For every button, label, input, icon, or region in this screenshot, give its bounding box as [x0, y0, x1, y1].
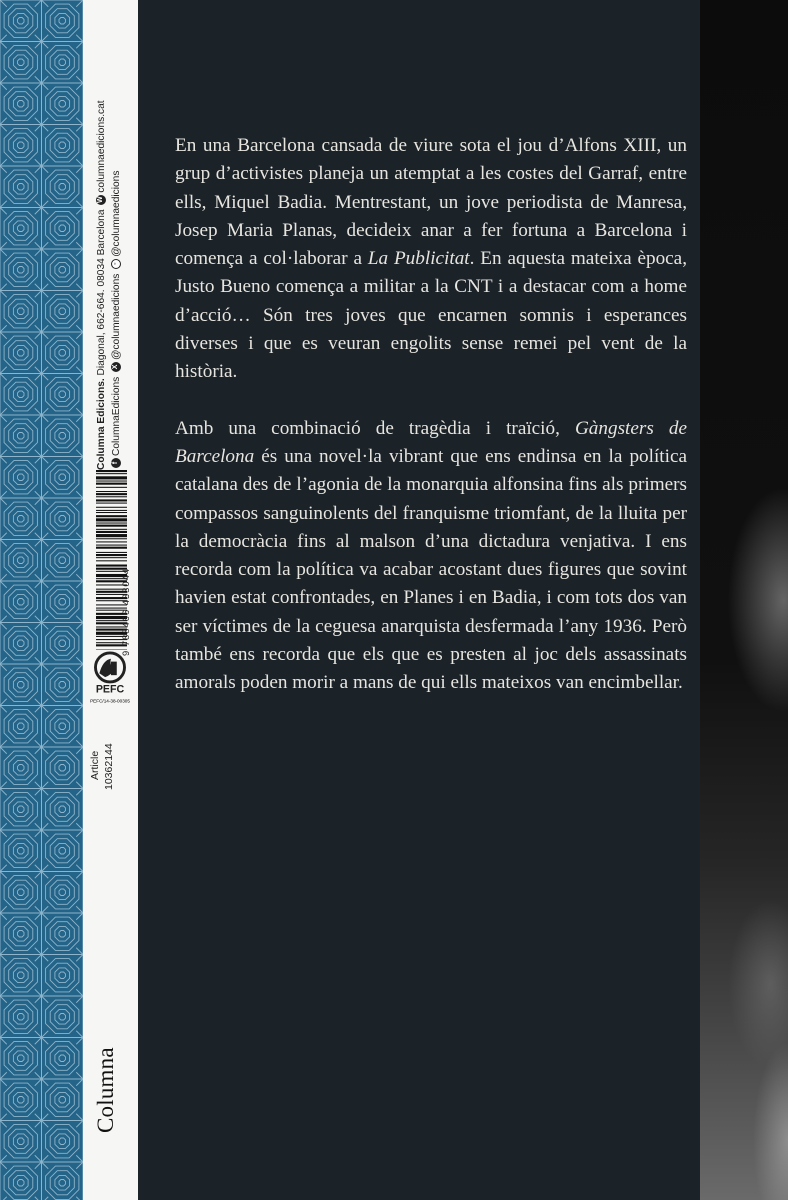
barcode-bar — [96, 538, 127, 539]
blurb-paragraph-1: En una Barcelona cansada de viure sota el jou d’Alfons XIII, un grup d’activistes planeja un atemptat a les costes del Garraf, entre ells, Miquel Badia. Mentrestant, un jove periodista de Manresa, Josep Maria Planas, decideix anar a fer fortuna a Barcelona i comença a col·laborar a La Publicitat. En aquesta mateixa època, Justo Bueno comença a militar a la CNT i a destacar com a home d’acció… Són tres joves que encarnen somnis i esperances diverses i que es veuran engolits sense remei pel vent de la història. — [175, 135, 688, 383]
barcode-bar — [96, 525, 127, 527]
x-icon: X — [111, 362, 121, 372]
barcode-bar — [96, 534, 127, 537]
barcode-bar — [96, 557, 127, 558]
blurb-paragraph-2: Amb una combinació de tragèdia i traïció, Gàngsters de Barcelona és una novel·la vibrant que ens endinsa en la política catalana des de l’agonia de la monarquia alfonsina fins als primers compassos sanguinolents del franquisme triomfant, de la lluita per la democràcia fins al malson d’una dictadura venjativa. I ens recorda com la política va acabar acostant dues figures que sovint havien estat confrontades, en Planes i en Badia, i com tots dos van ser víctimes de la ceguesa anarquista desfermada l’any 1936. Però també ens recorda que els que es presten al joc dels assassinats amorals poden morir a mans de qui ells mateixos van encimbellar. — [175, 417, 687, 694]
publisher-address: Diagonal, 662-664. 08034 Barcelona — [96, 206, 107, 379]
barcode-bar — [96, 493, 127, 495]
facebook-icon: f — [111, 458, 121, 468]
barcode-bar — [96, 491, 127, 492]
pefc-label: PEFC — [95, 683, 125, 696]
publisher-line-1 — [96, 100, 107, 470]
x-handle: @columnaedicions — [111, 273, 122, 360]
barcode-bar — [96, 507, 127, 508]
barcode-bar — [96, 515, 127, 517]
barcode-bar — [96, 560, 127, 561]
barcode-bar — [96, 496, 127, 497]
instagram-handle: @columnaedicions — [111, 170, 122, 257]
barcode-bar — [96, 545, 127, 546]
article-label: Article — [89, 750, 101, 780]
barcode-bar — [96, 541, 127, 542]
barcode-bar — [96, 503, 127, 504]
newspaper-title: La Publicitat — [367, 248, 470, 270]
barcode-bar — [96, 523, 127, 524]
barcode-bar — [96, 470, 127, 472]
barcode-bar — [96, 510, 127, 511]
instagram-icon: ◦ — [111, 259, 121, 269]
publisher-brand: Columna — [93, 1047, 118, 1133]
barcode-bar — [96, 547, 127, 549]
facebook-handle: ColumnaEdicions — [111, 376, 122, 456]
spine-strip — [83, 0, 138, 1200]
blurb-text — [175, 132, 687, 698]
barcode-bar — [96, 487, 127, 488]
publisher-line-2 — [111, 171, 122, 470]
isbn-digits: 9 788466 433044 — [120, 568, 131, 656]
barcode-bar — [96, 473, 127, 474]
geometric-pattern — [0, 0, 83, 1200]
barcode-bar — [96, 565, 127, 567]
barcode-bar — [96, 476, 127, 479]
website-icon: W — [97, 196, 105, 203]
barcode-bar — [96, 554, 127, 556]
barcode-bar — [96, 531, 127, 533]
barcode-bar — [96, 512, 127, 513]
barcode-bar — [96, 481, 127, 482]
barcode-bar — [96, 518, 127, 521]
book-title: Gàngsters de Barcelona — [175, 417, 687, 467]
pefc-logo — [87, 650, 133, 710]
barcode-bar — [96, 552, 127, 553]
barcode-bar — [96, 483, 127, 485]
cover-photo-edge — [700, 0, 788, 1200]
barcode-bar — [96, 499, 127, 501]
barcode-bar — [96, 529, 127, 530]
decorative-pattern-band — [0, 0, 83, 1200]
publisher-website: columnaedicions.cat — [96, 100, 107, 193]
article-number: 10362144 — [103, 743, 115, 790]
publisher-name: Columna Edicions. — [96, 378, 107, 470]
pefc-code: PEFC/14-38-00305 — [90, 698, 130, 704]
